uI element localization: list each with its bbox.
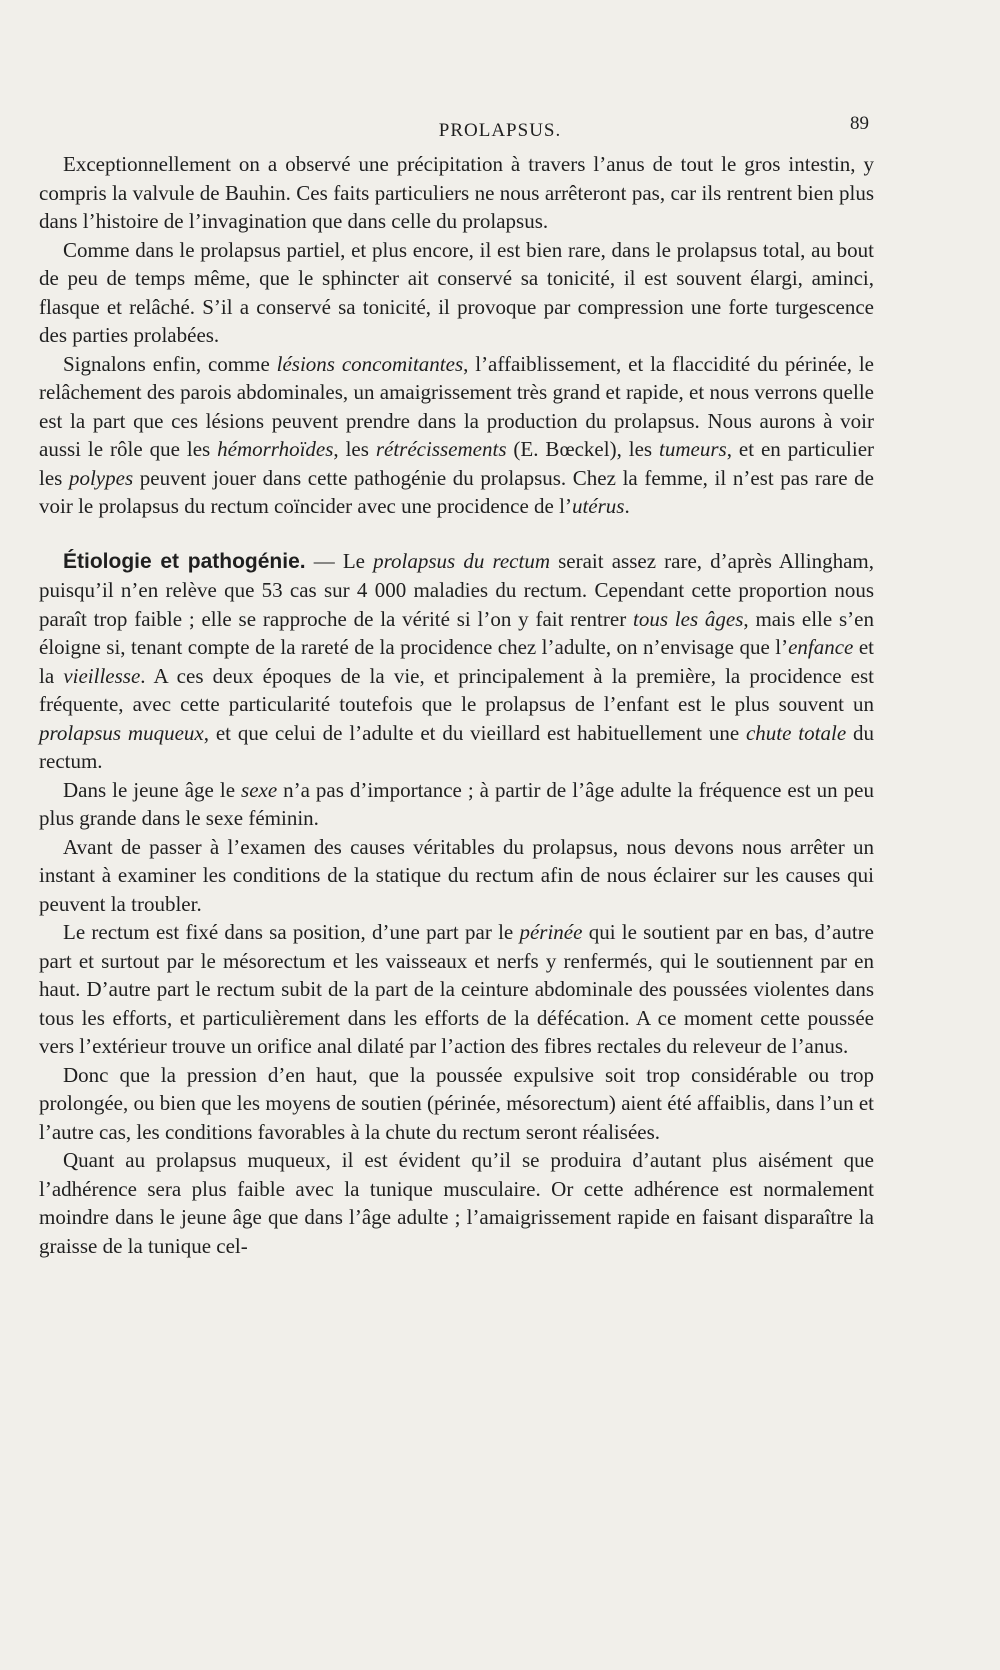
paragraph-1: Exceptionnellement on a observé une précipitation à travers l’anus de tout le gros intestin, y compris la valvule de Bauhin. Ces faits particuliers ne nous arrêteront pas, car ils rentrent bien plus dans l’histoire de l’invagination que dans celle du prolapsus. — [39, 152, 874, 233]
text-run: — Le — [305, 548, 374, 573]
italic-term: enfance — [788, 635, 854, 659]
italic-term: prolapsus muqueux — [39, 720, 204, 745]
text-run: serait assez rare, d’après Allingham, puisqu’il n’en relève que 53 cas sur 4 000 maladies du rectum. Cependant cette proportion nous paraît trop faible ; elle se rapproche de la vérité si l’on y fait rentrer — [39, 548, 874, 631]
text-run: qui le soutient par en bas, d’autre part et surtout par le mésorectum et les vaisseaux et nerfs y renfermés, qui le soutiennent par en haut. D’autre part le rectum subit de la part de la ceinture abdominale des poussées violentes dans tous les efforts, et particulièrement dans les efforts de la défécation. A ce moment cette poussée vers l’extérieur trouve un orifice anal dilaté par l’action des fibres rectales du releveur de l’anus. — [39, 920, 874, 1058]
paragraph-6: Avant de passer à l’examen des causes véritables du prolapsus, nous devons nous arrêter un instant à examiner les conditions de la statique du rectum afin de nous éclairer sur les causes qui peuvent la troubler. — [39, 834, 874, 916]
italic-term: lésions concomitantes — [276, 351, 464, 376]
text-run: (E. Bœckel), les — [506, 437, 660, 461]
paragraph-2: Comme dans le prolapsus partiel, et plus encore, il est bien rare, dans le prolapsus total, au bout de peu de temps même, que le sphincter ait conservé sa tonicité, il est souvent élargi, aminci, flasque et relâché. S’il a conservé sa tonicité, il provoque par compression une forte turgescence des parties prolabées. — [39, 237, 874, 347]
paragraph-3 — [39, 350, 874, 521]
text-run: peuvent jouer dans cette pathogénie du prolapsus. Chez la femme, il n’est pas rare de voir le prolapsus du rectum coïncider avec une procidence de l’ — [39, 465, 875, 518]
italic-term: utérus — [571, 494, 625, 518]
italic-term: tumeurs — [659, 437, 727, 461]
text-run: Signalons enfin, comme — [63, 351, 277, 376]
text-run: , mais elle s’en éloigne si, tenant compte de la rareté de la procidence chez l’adulte, on n’envisage que l’ — [39, 606, 874, 659]
italic-term: vieillesse — [63, 663, 141, 688]
text-run: , et que celui de l’adulte et du vieillard est habituellement une — [203, 720, 746, 745]
text-run: , les — [333, 437, 376, 461]
italic-term: sexe — [241, 777, 278, 802]
text-run: n’a pas d’importance ; à partir de l’âge adulte la fréquence est un peu plus grande dans le sexe féminin. — [39, 777, 874, 830]
running-title: PROLAPSUS. — [438, 120, 562, 141]
text-run: . A ces deux époques de la vie, et principalement à la première, la procidence est fréquente, avec cette particularité toutefois que le prolapsus de l’enfant est le plus souvent un — [39, 663, 874, 716]
italic-term: rétrécissements — [375, 437, 507, 461]
italic-term: tous les âges — [632, 606, 744, 631]
page-number: 89 — [850, 113, 869, 134]
paragraph-5 — [39, 776, 874, 833]
text-run: , et en particulier les — [39, 437, 875, 490]
italic-term: hémorrhoïdes — [217, 437, 334, 461]
italic-term: prolapsus du rectum — [373, 548, 550, 573]
paragraph-9: Quant au prolapsus muqueux, il est évident qu’il se produira d’autant plus aisément que l’adhérence sera plus faible avec la tunique musculaire. Or cette adhérence est normalement moindre dans le jeune âge que dans l’âge adulte ; l’amaigrissement rapide en faisant disparaître la graisse de la tunique cel- — [39, 1148, 874, 1258]
body-text — [39, 150, 874, 1260]
text-run: , l’affaiblissement, et la flaccidité du périnée, le relâchement des parois abdominales, un amaigrissement très grand et rapide, et nous verrons quelle est la part que ces lésions peuvent prendre dans la production du prolapsus. Nous aurons à voir aussi le rôle que les — [39, 351, 874, 461]
text-run: du rectum. — [39, 720, 874, 773]
italic-term: périnée — [519, 920, 583, 944]
text-run: Dans le jeune âge le — [63, 777, 242, 802]
italic-term: chute totale — [745, 720, 847, 745]
text-run: . — [624, 494, 630, 518]
text-run: Le rectum est fixé dans sa position, d’une part par le — [63, 920, 520, 944]
paragraph-4 — [39, 547, 874, 776]
paragraph-8: Donc que la pression d’en haut, que la poussée expulsive soit trop considérable ou trop prolongée, ou bien que les moyens de soutien (périnée, mésorectum) aient été affaiblis, dans l’un et l’autre cas, les conditions favorables à la chute du rectum seront réalisées. — [39, 1062, 874, 1144]
italic-term: polypes — [68, 465, 134, 490]
paragraph-7 — [39, 918, 874, 1061]
text-run: et la — [39, 635, 875, 688]
section-heading: Étiologie et pathogénie. — [63, 549, 306, 573]
